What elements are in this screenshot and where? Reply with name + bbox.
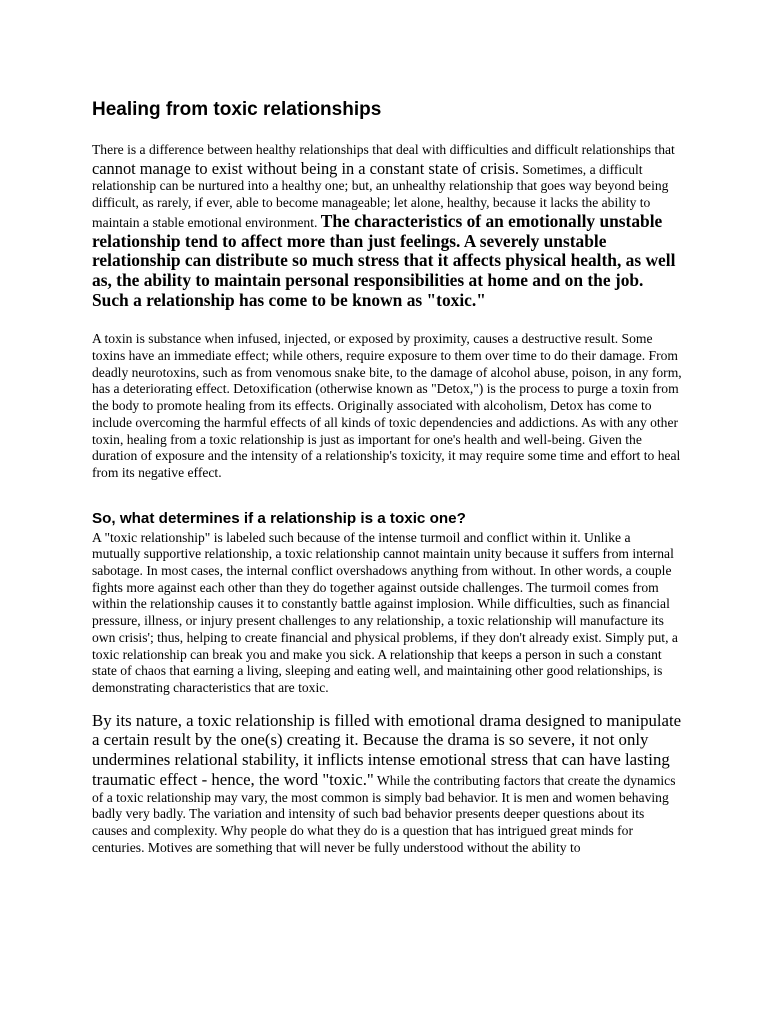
document-page — [92, 98, 682, 856]
nature-text: While the contributing factors that create the dynamics of a toxic relationship may vary, the most common is simply bad behavior. It is men and women behaving badly very badly. The variation and intensity of such bad behavior presents deeper questions about its causes and complexity. Why people do what they do is a question that has intrigued great minds for centuries. Motives are something that will never be fully understood without the ability to — [92, 772, 676, 855]
nature-text-large: By its nature, a toxic relationship is filled with emotional drama designed to manipulate a certain result by the one(s) creating it. Because the drama is so severe, it not only undermines relational stability, it inflicts intense emotional stress that can have lasting traumatic effect - hence, the word "toxic." — [92, 710, 682, 789]
intro-text-1: There is a difference between healthy relationships that deal with difficulties and difficult relationships that — [92, 142, 675, 157]
paragraph-toxic-relationship: A "toxic relationship" is labeled such because of the intense turmoil and conflict within it. Unlike a mutually supportive relationship, a toxic relationship cannot maintain unity because it suffers from internal sabotage. In most cases, the internal conflict overshadows anything from without. In other words, a couple fights more against each other than they do together against outside challenges. The turmoil comes from within the relationship causes it to constantly battle against implosion. While difficulties, such as financial pressure, illness, or injury present challenges to any relationship, a toxic relationship will manufacture its own crisis'; thus, helping to create financial and physical problems, if they don't already exist. Simply put, a toxic relationship can break you and make you sick. A relationship that keeps a person in such a constant state of chaos that earning a living, sleeping and eating well, and maintaining other good relationships, is demonstrating characteristics that are toxic. — [92, 529, 678, 695]
paragraph-toxin: A toxin is substance when infused, injected, or exposed by proximity, causes a destructive result. Some toxins have an immediate effect; while others, require exposure to them over time to do their damage. From deadly neurotoxins, such as from venomous snake bite, to the damage of alcohol abuse, poison, in any form, has a deteriorating effect. Detoxification (otherwise known as "Detox,") is the process to purge a toxin from the body to promote healing from its effects. Originally associated with alcoholism, Detox has come to include overcoming the harmful effects of all kinds of toxic dependencies and addictions. As with any other toxin, healing from a toxic relationship is just as important for one's health and well-being. Given the duration of exposure and the intensity of a relationship's toxicity, it may require some time and effort to heal from its negative effect. — [92, 331, 682, 480]
intro-text-2: cannot manage to exist without being in a constant state of crisis. — [92, 158, 519, 178]
intro-text-3: Sometimes, a difficult relationship can be nurtured into a healthy one; but, an unhealthy relationship that goes way beyond being difficult, as rarely, if ever, able to become manageable; let alone, healthy, because it lacks the ability to maintain a stable emotional environment. — [92, 161, 669, 230]
intro-emphasis: The characteristics of an emotionally unstable relationship tend to affect more than just feelings. A severely unstable relationship can distribute so much stress that it affects physical health, as well as, the ability to maintain personal responsibilities at home and on the job. Such a relationship has come to be known as "toxic." — [92, 210, 676, 310]
section-heading: So, what determines if a relationship is a toxic one? — [92, 509, 466, 527]
paragraph-nature — [92, 711, 682, 857]
paragraph-intro — [92, 142, 682, 310]
document-title: Healing from toxic relationships — [92, 99, 382, 120]
